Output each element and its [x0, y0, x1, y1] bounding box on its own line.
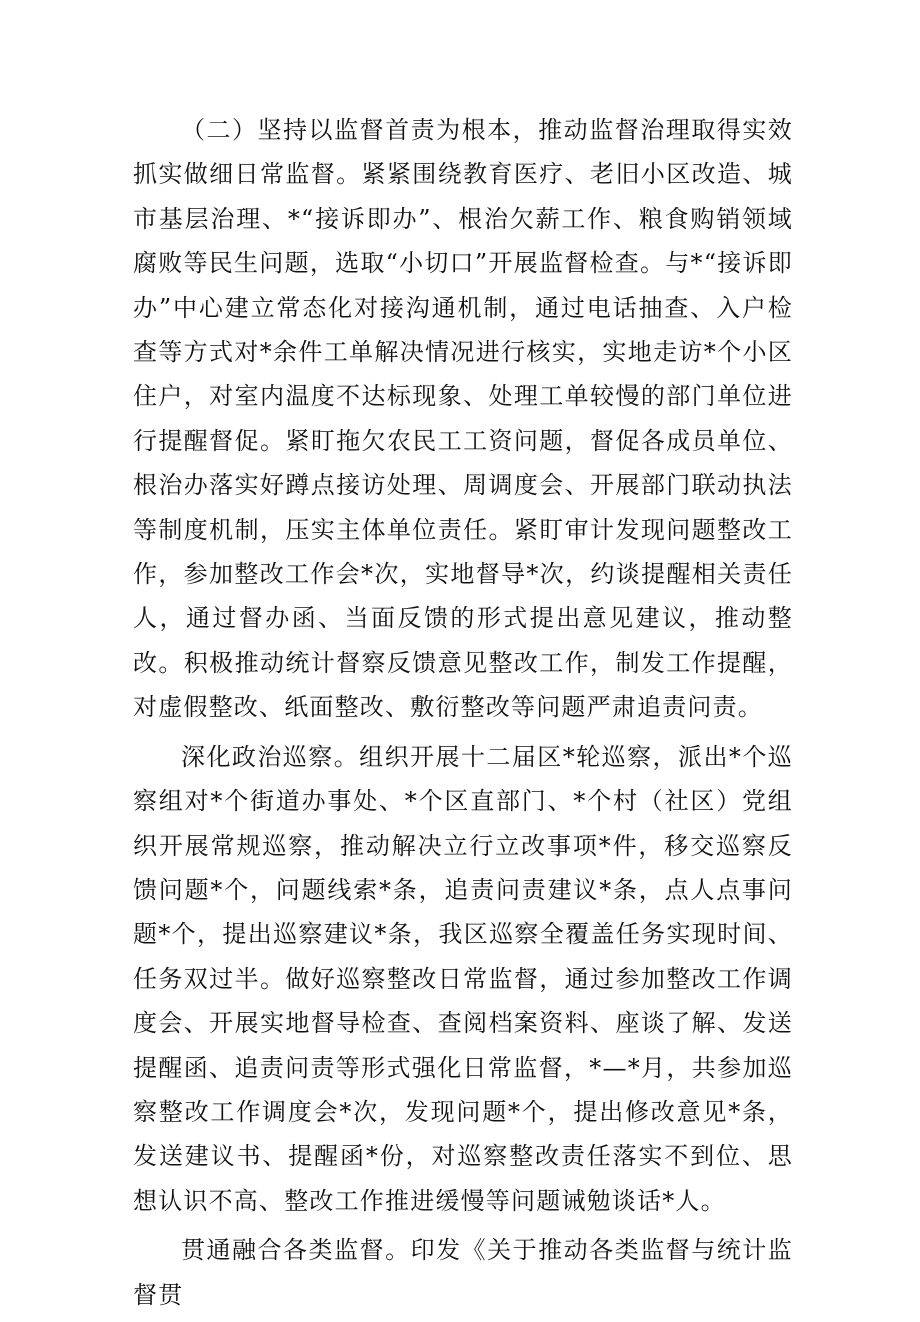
paragraph-political-inspection: 深化政治巡察。组织开展十二届区*轮巡察，派出*个巡察组对*个街道办事处、*个区直部门、*个村（社区）党组织开展常规巡察，推动解决立行立改事项*件，移交巡察反馈问题*个，问题线索*条，追责问责建议*条，点人点事问题*个，提出巡察建议*条，我区巡察全覆盖任务实现时间、任务双过半。做好巡察整改日常监督，通过参加整改工作调度会、开展实地督导检查、查阅档案资料、座谈了解、发送提醒函、追责问责等形式强化日常监督，*—*月，共参加巡察整改工作调度会*次，发现问题*个，提出修改意见*条，发送建议书、提醒函*份，对巡察整改责任落实不到位、思想认识不高、整改工作推进缓慢等问题诫勉谈话*人。 — [133, 742, 793, 1215]
paragraph-daily-supervision: （二）坚持以监督首责为根本，推动监督治理取得实效抓实做细日常监督。紧紧围绕教育医疗、老旧小区改造、城市基层治理、*“接诉即办”、根治欠薪工作、粮食购销领域腐败等民生问题，选取“小切口”开展监督检查。与*“接诉即办”中心建立常态化对接沟通机制，通过电话抽查、入户检查等方式对*余件工单解决情况进行核实，实地走访*个小区住户，对室内温度不达标现象、处理工单较慢的部门单位进行提醒督促。紧盯拖欠农民工工资问题，督促各成员单位、根治办落实好蹲点接访处理、周调度会、开展部门联动执法等制度机制，压实主体单位责任。紧盯审计发现问题整改工作，参加整改工作会*次，实地督导*次，约谈提醒相关责任人，通过督办函、当面反馈的形式提出意见建议，推动整改。积极推动统计督察反馈意见整改工作，制发工作提醒，对虚假整改、纸面整改、敷衍整改等问题严肃追责问责。 — [133, 116, 793, 722]
paragraph-integrated-supervision: 贯通融合各类监督。印发《关于推动各类监督与统计监督贯 — [133, 1236, 793, 1309]
document-body — [133, 108, 793, 1322]
